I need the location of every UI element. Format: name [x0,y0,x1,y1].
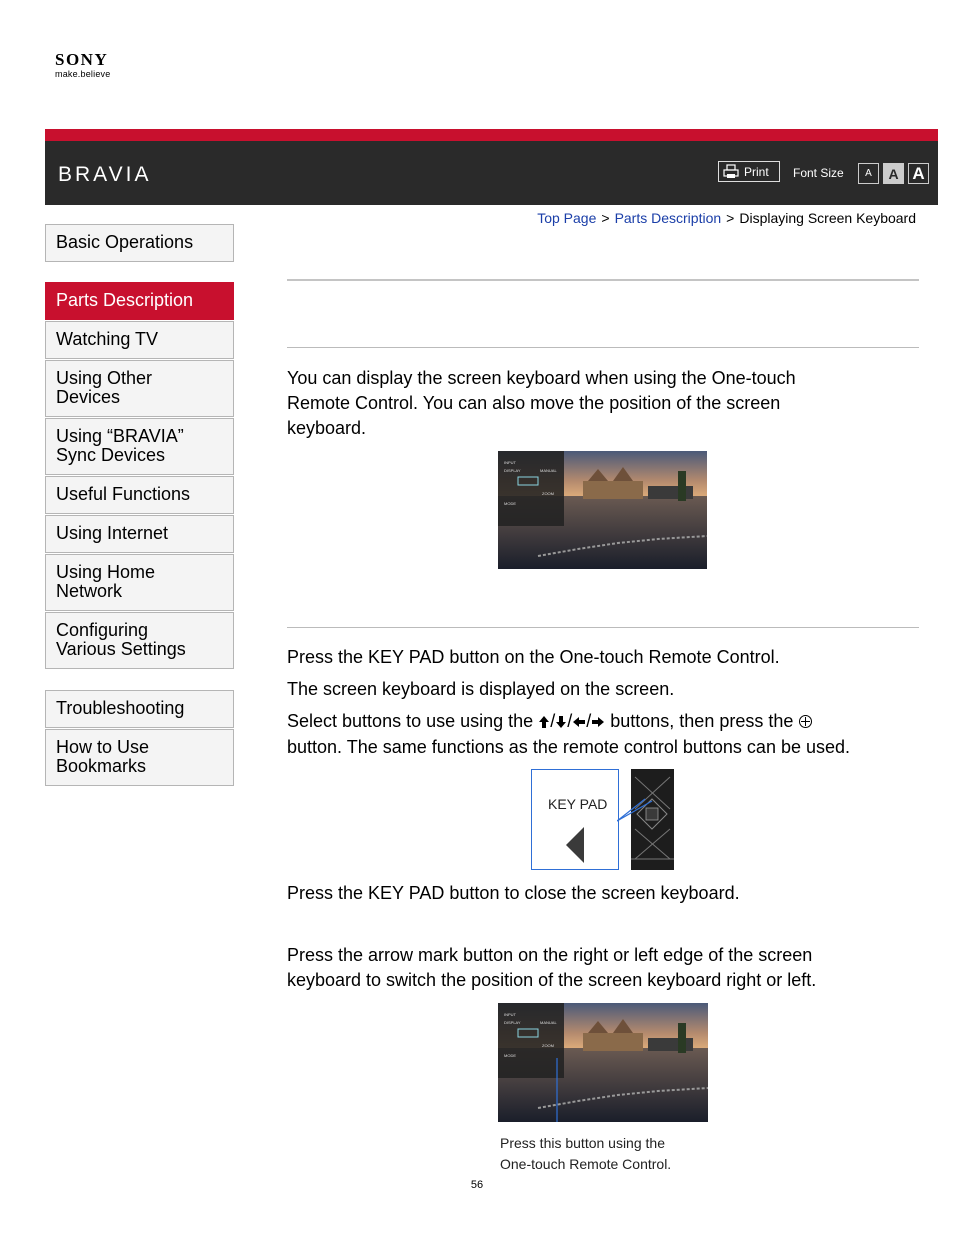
print-label: Print [744,164,769,179]
printer-icon [723,164,739,179]
breadcrumb [537,210,916,226]
sidebar-item-label: Using Other [56,368,153,388]
sidebar-item-using-home-network[interactable] [45,554,234,611]
breadcrumb-separator: > [601,210,610,226]
sidebar-item-using-other-devices[interactable] [45,360,234,417]
print-button[interactable] [718,161,780,182]
close-keyboard-note: Press the KEY PAD button to close the screen keyboard. [287,883,740,903]
osd-label: ZOOM [542,1043,554,1048]
sidebar-item-label: Devices [56,387,121,407]
font-size-large-button[interactable]: A [908,163,929,184]
sony-tagline: make.believe [55,69,111,79]
breadcrumb-parts-description-link[interactable]: Parts Description [614,210,722,226]
sidebar-item-label: Using Internet [56,523,169,543]
sidebar-item-using-bravia-sync-devices[interactable] [45,418,234,475]
step-press-keypad: Press the KEY PAD button on the One-touch Remote Control. [287,647,780,667]
osd-label: INPUT [504,1012,516,1017]
header-accent-bar [45,129,938,141]
page-number: 56 [470,1179,484,1191]
step-keyboard-displayed: The screen keyboard is displayed on the screen. [287,679,675,699]
sidebar-item-label: Using “BRAVIA” [56,426,184,446]
sidebar-item-label: Parts Description [56,290,194,310]
arrow-up-icon [538,715,550,729]
sidebar-item-label: Network [56,581,123,601]
breadcrumb-separator: > [726,210,735,226]
section-divider [287,627,919,628]
step-select-buttons: Select buttons to use using the / / / buttons, then press the [287,709,813,734]
breadcrumb-top-page-link[interactable]: Top Page [537,210,597,226]
font-size-medium-button[interactable]: A [883,163,904,184]
sidebar-item-how-to-use-bookmarks[interactable] [45,729,234,786]
sidebar-item-using-internet[interactable] [45,515,234,553]
sidebar-item-label: Configuring [56,620,149,640]
font-size-label: Font Size [793,166,844,180]
breadcrumb-current: Displaying Screen Keyboard [739,210,916,226]
keypad-left-arrow-icon [566,827,586,863]
sony-logo [55,51,110,80]
arrow-down-icon [555,715,567,729]
sony-wordmark: SONY [55,50,109,69]
sidebar-item-label: Various Settings [56,639,186,659]
sidebar-item-label: Watching TV [56,329,159,349]
osd-label: MODE [504,501,516,506]
osd-label: DISPLAY [504,1020,521,1025]
screenshot-caption: Press this button using the One-touch Remote Control. [500,1135,672,1172]
sidebar-item-label: Sync Devices [56,445,166,465]
sidebar-item-label: Basic Operations [56,232,194,252]
sidebar-item-label: Useful Functions [56,484,191,504]
bravia-logo: BRAVIA [58,163,152,186]
keypad-label: KEY PAD [548,796,608,812]
enter-circle-icon [798,714,813,729]
screen-keyboard-screenshot [498,451,707,569]
remote-control-icon [617,769,674,870]
sidebar-item-label: Troubleshooting [56,698,185,718]
move-keyboard-paragraph: Press the arrow mark button on the right or left edge of the screen keyboard to switch the position of the screen keyboard right or left. [287,945,817,990]
font-size-small-button[interactable]: A [858,163,879,184]
osd-label: ZOOM [542,491,554,496]
osd-label: MODE [504,1053,516,1058]
sidebar-item-useful-functions[interactable] [45,476,234,514]
screen-keyboard-position-screenshot [498,1003,708,1122]
sidebar-item-label: Using Home [56,562,156,582]
sidebar-item-troubleshooting[interactable] [45,690,234,728]
arrow-left-icon [572,716,586,728]
osd-label: DISPLAY [504,468,521,473]
osd-label: MANUAL [540,468,557,473]
sidebar-item-parts-description[interactable] [45,282,234,320]
keypad-remote-illustration [531,769,674,870]
header-bar [45,141,938,205]
keypad-callout [531,769,619,870]
title-divider [287,279,919,281]
arrow-right-icon [591,716,605,728]
step-select-buttons-cont: button. The same functions as the remote control buttons can be used. [287,737,851,757]
sidebar-item-label: Bookmarks [56,756,147,776]
sidebar-item-configuring-various-settings[interactable] [45,612,234,669]
osd-label: MANUAL [540,1020,557,1025]
section-divider [287,347,919,348]
sidebar-item-watching-tv[interactable] [45,321,234,359]
intro-paragraph: You can display the screen keyboard when using the One-touch Remote Control. You can also move the position of the screen keyboard. [287,368,796,438]
sidebar-item-basic-operations[interactable] [45,224,234,262]
sidebar-item-label: How to Use [56,737,150,757]
osd-label: INPUT [504,460,516,465]
